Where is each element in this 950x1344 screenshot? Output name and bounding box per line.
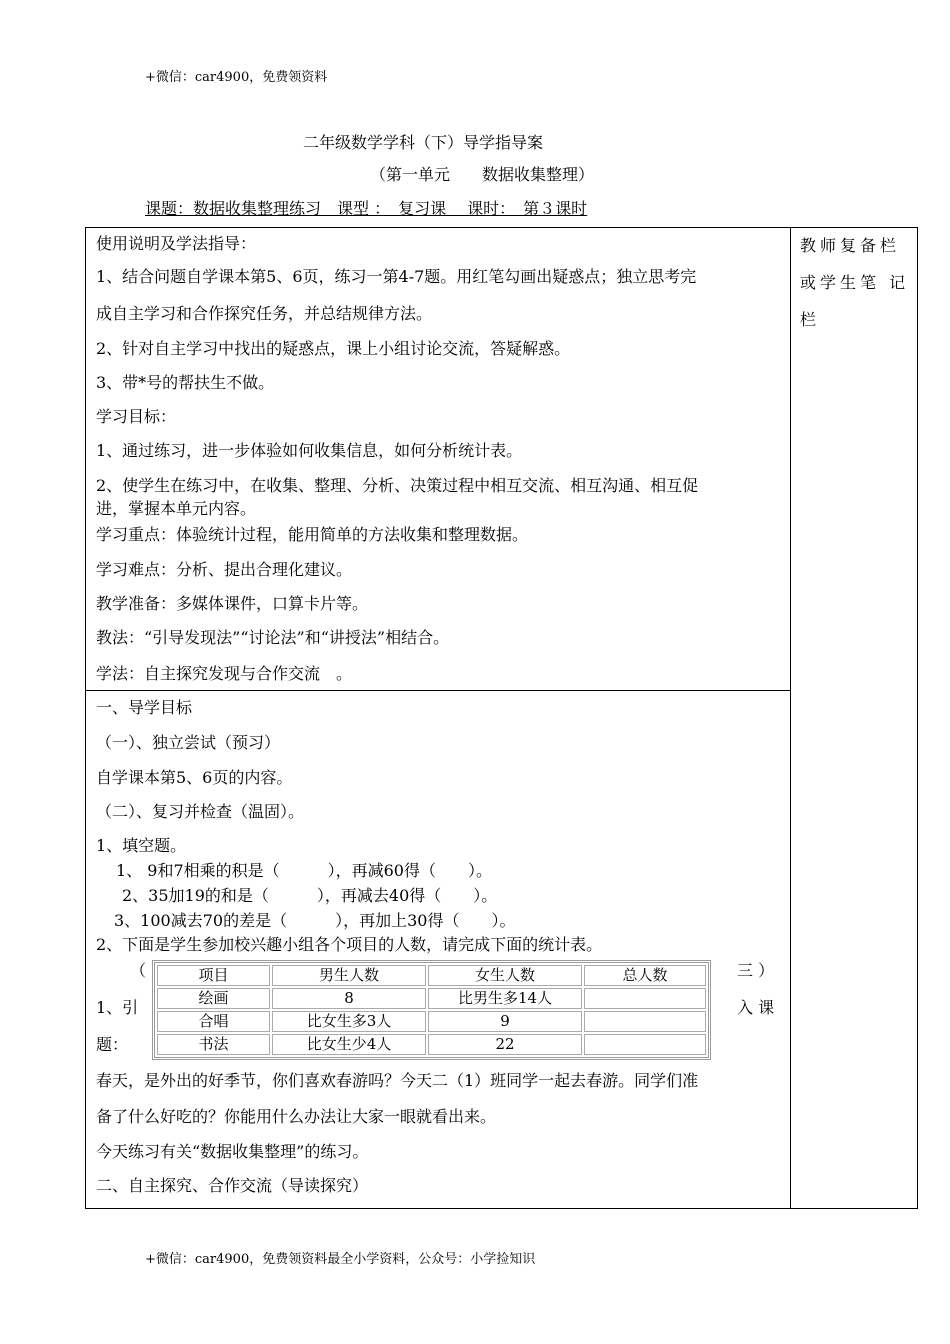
- statistics-table: [152, 960, 711, 1060]
- lesson-table: [85, 227, 918, 1209]
- instruction-line: 学习目标：: [96, 407, 177, 426]
- table-cell: [584, 988, 706, 1009]
- instruction-line: 教法：“引导发现法”“讨论法”和“讲授法”相结合。: [96, 628, 450, 647]
- wrap-left-text: （: [130, 961, 147, 980]
- instruction-line: 1、通过练习，进一步体验如何收集信息，如何分析统计表。: [96, 441, 523, 460]
- instruction-line: 教学准备：多媒体课件，口算卡片等。: [96, 594, 369, 613]
- footer-watermark: +微信：car4900，免费领资料最全小学资料，公众号：小学捡知识: [145, 1252, 536, 1267]
- header-watermark: +微信：car4900，免费领资料: [145, 70, 328, 85]
- guide-line: 2、下面是学生参加校兴趣小组各个项目的人数，请完成下面的统计表。: [96, 935, 603, 954]
- instruction-line: 成自主学习和合作探究任务，并总结规律方法。: [96, 304, 433, 323]
- instruction-line: 2、针对自主学习中找出的疑惑点，课上小组讨论交流，答疑解惑。: [96, 339, 571, 358]
- table-cell: 9: [428, 1011, 582, 1032]
- table-cell: 合唱: [157, 1011, 270, 1032]
- page-title: 二年级数学学科（下）导学指导案: [303, 133, 544, 152]
- guide-line: 自学课本第5、6页的内容。: [96, 768, 293, 787]
- instruction-line: 学法：自主探究发现与合作交流 。: [96, 664, 353, 683]
- table-cell: [584, 1011, 706, 1032]
- instruction-line: 学习难点：分析、提出合理化建议。: [96, 560, 353, 579]
- guide-line: （二）、复习并检查（温固）。: [96, 802, 305, 821]
- body-line: 春天，是外出的好季节，你们喜欢春游吗？今天二（1）班同学一起去春游。同学们准: [96, 1071, 699, 1090]
- instruction-line: 进，掌握本单元内容。: [96, 499, 257, 518]
- sidebar-line: 或学生笔 记: [800, 273, 910, 292]
- wrap-left-text: 题：: [96, 1035, 129, 1054]
- instruction-line: 使用说明及学法指导：: [96, 234, 257, 253]
- guide-line: 2、35加19的和是（ ），再减去40得（ ）。: [122, 886, 498, 905]
- guide-line: 1、 9和7相乘的积是（ ），再减60得（ ）。: [116, 861, 492, 880]
- instruction-line: 3、带*号的帮扶生不做。: [96, 373, 275, 392]
- sidebar-line: 栏: [800, 310, 821, 329]
- table-cell: 8: [272, 988, 426, 1009]
- table-cell: 书法: [157, 1034, 270, 1055]
- table-cell: 绘画: [157, 988, 270, 1009]
- table-header-cell: 女生人数: [428, 965, 582, 986]
- guide-line: （一）、独立尝试（预习）: [96, 733, 281, 752]
- body-line: 二、自主探究、合作交流（导读探究）: [96, 1176, 369, 1195]
- table-header-cell: 男生人数: [272, 965, 426, 986]
- guide-line: 3、100减去70的差是（ ），再加上30得（ ）。: [114, 911, 516, 930]
- wrap-right-text: 三 ）: [737, 961, 775, 980]
- course-info: 课题：数据收集整理练习 课型 ： 复习课 课时： 第３课时: [145, 199, 588, 218]
- sidebar-line: 教师复备栏: [800, 236, 901, 255]
- table-row: [157, 1011, 706, 1032]
- wrap-left-text: 1、引: [96, 998, 139, 1017]
- wrap-right-text: 入 课: [737, 998, 775, 1017]
- guide-line: 一、导学目标: [96, 698, 193, 717]
- table-cell: [584, 1034, 706, 1055]
- instruction-line: 学习重点：体验统计过程，能用简单的方法收集和整理数据。: [96, 525, 529, 544]
- table-cell: 比女生多3人: [272, 1011, 426, 1032]
- instruction-line: 1、结合问题自学课本第5、6页，练习一第4-7题。用红笔勾画出疑惑点；独立思考完: [96, 267, 697, 286]
- table-header-cell: 总人数: [584, 965, 706, 986]
- table-header-cell: 项目: [157, 965, 270, 986]
- guide-line: 1、填空题。: [96, 836, 187, 855]
- body-line: 备了什么好吃的？你能用什么办法让大家一眼就看出来。: [96, 1107, 497, 1126]
- instruction-line: 2、使学生在练习中，在收集、整理、分析、决策过程中相互交流、相互沟通、相互促: [96, 476, 699, 495]
- table-cell: 比男生多14人: [428, 988, 582, 1009]
- table-row: [157, 988, 706, 1009]
- body-line: 今天练习有关“数据收集整理”的练习。: [96, 1142, 369, 1161]
- table-cell: 比女生少4人: [272, 1034, 426, 1055]
- table-row: [157, 1034, 706, 1055]
- page-subtitle: （第一单元 数据收集整理）: [370, 165, 595, 184]
- table-cell: 22: [428, 1034, 582, 1055]
- table-header-row: [157, 965, 706, 986]
